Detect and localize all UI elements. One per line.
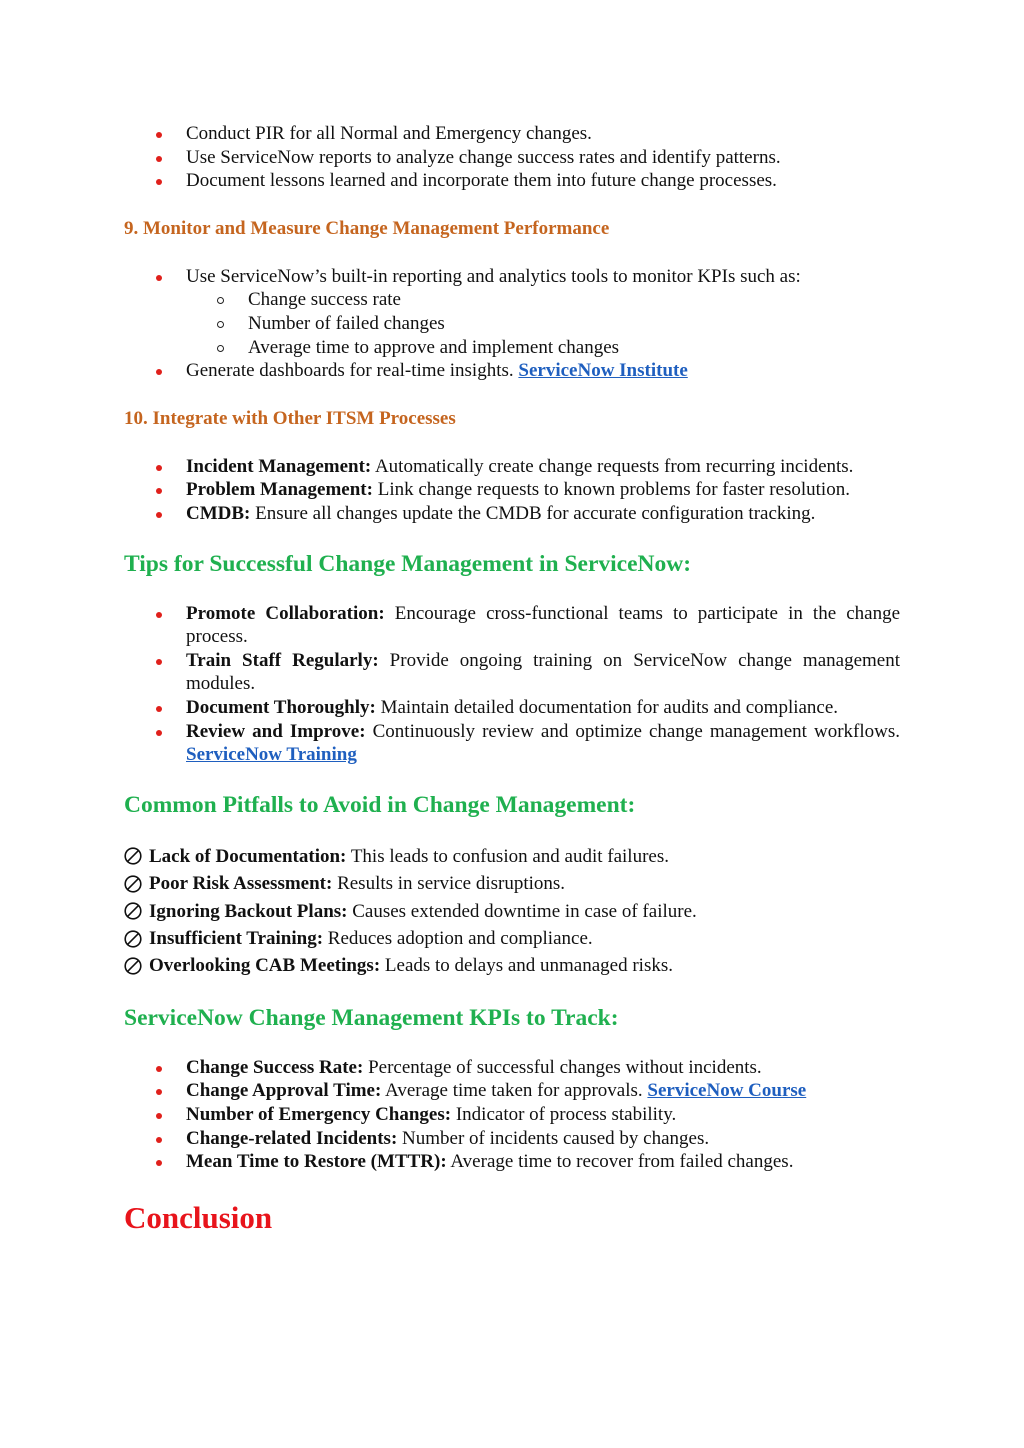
- list-item: [186, 502, 900, 526]
- sub-list-item: Change success rate: [248, 288, 900, 312]
- item-label: Change-related Incidents:: [186, 1127, 398, 1149]
- item-text: Maintain detailed documentation for audits and compliance.: [380, 696, 839, 718]
- list-item: Conduct PIR for all Normal and Emergency changes.: [186, 122, 900, 146]
- item-label: Train Staff Regularly:: [186, 649, 379, 671]
- item-text: Indicator of process stability.: [455, 1103, 677, 1125]
- list-item: [186, 602, 900, 649]
- prohibited-icon: [124, 902, 142, 920]
- item-label: Poor Risk Assessment:: [149, 873, 333, 895]
- servicenow-training-link[interactable]: ServiceNow Training: [186, 744, 357, 766]
- list-item: [186, 265, 900, 359]
- item-text: Ensure all changes update the CMDB for accurate configuration tracking.: [255, 502, 816, 524]
- list-item: [124, 843, 900, 870]
- intro-bullet-list: [124, 122, 900, 193]
- item-text: Leads to delays and unmanaged risks.: [384, 955, 673, 977]
- list-item: [186, 696, 900, 720]
- list-item-text: Generate dashboards for real-time insights.: [186, 360, 514, 382]
- item-text: Results in service disruptions.: [337, 873, 566, 895]
- item-label: Change Success Rate:: [186, 1056, 364, 1078]
- prohibited-icon: [124, 847, 142, 865]
- servicenow-institute-link[interactable]: ServiceNow Institute: [518, 360, 688, 382]
- kpi-sub-list: [186, 288, 900, 359]
- item-label: Ignoring Backout Plans:: [149, 900, 348, 922]
- list-item: [124, 898, 900, 925]
- list-item: [124, 870, 900, 897]
- item-text: Link change requests to known problems for faster resolution.: [377, 479, 850, 501]
- list-item: [186, 1079, 900, 1103]
- item-text: Provide ongoing training on ServiceNow change management modules.: [186, 649, 900, 695]
- item-label: Overlooking CAB Meetings:: [149, 955, 381, 977]
- item-text: Number of incidents caused by changes.: [402, 1127, 710, 1149]
- section-10-heading: 10. Integrate with Other ITSM Processes: [124, 407, 456, 429]
- section-9-list: [124, 265, 900, 383]
- prohibited-icon: [124, 875, 142, 893]
- sub-list-item: Number of failed changes: [248, 312, 900, 336]
- item-text: Percentage of successful changes without incidents.: [368, 1056, 762, 1078]
- item-label: Incident Management:: [186, 455, 372, 477]
- list-item: [186, 1103, 900, 1127]
- kpis-heading: ServiceNow Change Management KPIs to Track:: [124, 1004, 619, 1031]
- item-label: Promote Collaboration:: [186, 602, 385, 624]
- item-text: Continuously review and optimize change management workflows.: [372, 720, 901, 742]
- list-item-text: Use ServiceNow’s built-in reporting and analytics tools to monitor KPIs such as:: [186, 265, 801, 287]
- item-text: Average time taken for approvals.: [385, 1080, 643, 1102]
- prohibited-icon: [124, 930, 142, 948]
- list-item: [186, 1056, 900, 1080]
- conclusion-heading: Conclusion: [124, 1199, 273, 1235]
- prohibited-icon: [124, 957, 142, 975]
- pitfalls-list: [124, 843, 900, 980]
- item-label: Insufficient Training:: [149, 927, 324, 949]
- item-text: Reduces adoption and compliance.: [327, 927, 593, 949]
- document-page: [124, 122, 900, 1236]
- item-text: Automatically create change requests from recurring incidents.: [374, 455, 854, 477]
- kpis-list: [124, 1056, 900, 1174]
- item-text: Average time to recover from failed changes.: [450, 1151, 794, 1173]
- list-item: [124, 952, 900, 979]
- item-text: Causes extended downtime in case of failure.: [352, 900, 697, 922]
- pitfalls-heading: Common Pitfalls to Avoid in Change Management:: [124, 791, 636, 818]
- list-item: Use ServiceNow reports to analyze change success rates and identify patterns.: [186, 146, 900, 170]
- item-text: Encourage cross-functional teams to participate in the change process.: [186, 602, 901, 648]
- section-10-list: [124, 455, 900, 526]
- list-item: [186, 1127, 900, 1151]
- list-item: [124, 925, 900, 952]
- list-item: [186, 720, 900, 767]
- tips-heading: Tips for Successful Change Management in ServiceNow:: [124, 550, 692, 577]
- item-label: Change Approval Time:: [186, 1080, 382, 1102]
- list-item: [186, 649, 900, 696]
- section-9-heading: 9. Monitor and Measure Change Management Performance: [124, 217, 610, 239]
- item-label: Number of Emergency Changes:: [186, 1103, 452, 1125]
- list-item: [186, 359, 900, 383]
- item-label: Lack of Documentation:: [149, 845, 347, 867]
- item-text: This leads to confusion and audit failures.: [350, 845, 669, 867]
- sub-list-item: Average time to approve and implement changes: [248, 336, 900, 360]
- item-label: CMDB:: [186, 502, 251, 524]
- list-item: Document lessons learned and incorporate them into future change processes.: [186, 169, 900, 193]
- list-item: [186, 1150, 900, 1174]
- item-label: Review and Improve:: [186, 720, 366, 742]
- list-item: [186, 455, 900, 479]
- item-label: Mean Time to Restore (MTTR):: [186, 1151, 447, 1173]
- item-label: Document Thoroughly:: [186, 696, 376, 718]
- servicenow-course-link[interactable]: ServiceNow Course: [647, 1080, 807, 1102]
- tips-list: [124, 602, 900, 767]
- list-item: [186, 478, 900, 502]
- item-label: Problem Management:: [186, 479, 373, 501]
